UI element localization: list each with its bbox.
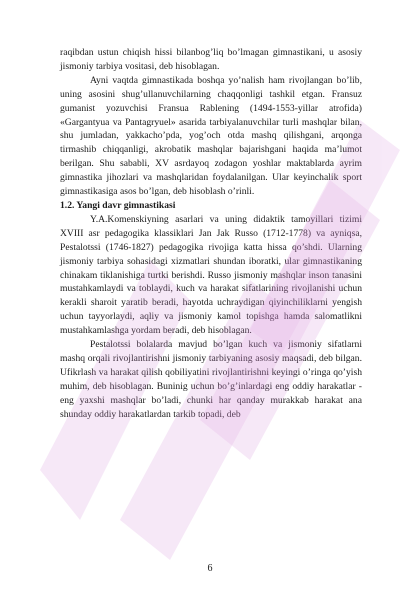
section-heading: 1.2. Yangi davr gimnastikasi: [60, 199, 176, 211]
document-page: [60, 46, 362, 421]
paragraph-3: Y.A.Komenskiyning asarlari va uning didaktik tamoyillari tizimi XVIII asr pedagogika klassiklari Jan Jak Russo (1712-1778) va ayniqsa, Pestalotssi (1746-1827) pedagogika rivojiga katta hissa qo’shdi. Ularning jismoniy tarbiya sohasidagi xizmatlari shundan iboratki, ular gimnastikaning chinakam tiklanishiga turtki berishdi. Russo jismoniy mashqlar inson tanasini mustahkamlaydi va toblaydi, kuch va harakat sifatlarining rivojlanishi uchun kerakli sharoit yaratib beradi, hayotda uchraydigan qiyinchiliklarni yengish uchun tayyorlaydi, aqliy va jismoniy kamol topishga hamda salomatlikni mustahkamlashga yordam beradi, deb hisoblagan.: [60, 213, 362, 337]
page-number: 6: [207, 563, 213, 574]
paragraph-4: Pestalotssi bolalarda mavjud bo’lgan kuch va jismoniy sifatlarni mashq orqali rivojlantirishni jismoniy tarbiyaning asosiy maqsadi, deb bilgan. Ufikrlash va harakat qilish qobiliyatini rivojlantirishni keyingi o’ringa qo’yish muhim, deb hisoblagan. Buninig uchun bo’g’inlardagi eng oddiy harakatlar - eng yaxshi mashqlar bo’ladi, chunki har qanday murakkab harakat ana shunday oddiy harakatlardan tarkib topadi, deb: [60, 339, 362, 420]
paragraph-1: raqibdan ustun chiqish hissi bilanbog’liq bo’lmagan gimnastikani, u asosiy jismoniy tarbiya vositasi, deb hisoblagan.: [60, 47, 362, 72]
paragraph-2: Ayni vaqtda gimnastikada boshqa yo’nalish ham rivojlangan bo’lib, uning asosini shug’ullanuvchilarning chaqqonligi tashkil etgan. Fransuz gumanist yozuvchisi Fransua Rablening (1494-1553-yillar atrofida) «Gargantyua va Pantagryuel» asarida tarbiyalanuvchilar turli mashqlar bilan, shu jumladan, yakkacho’pda, yog’och otda mashq qilishgani, arqonga tirmashib chiqqanligi, akrobatik mashqlar bajarishgani haqida ma’lumot berilgan. Shu sababli, XV asrdayoq zodagon yoshlar maktablarda ayrim gimnastika jihozlari va mashqlaridan foydalanilgan. Ular keyinchalik sport gimnastikasiga asos bo’lgan, deb hisoblash o’rinli.: [60, 74, 362, 198]
